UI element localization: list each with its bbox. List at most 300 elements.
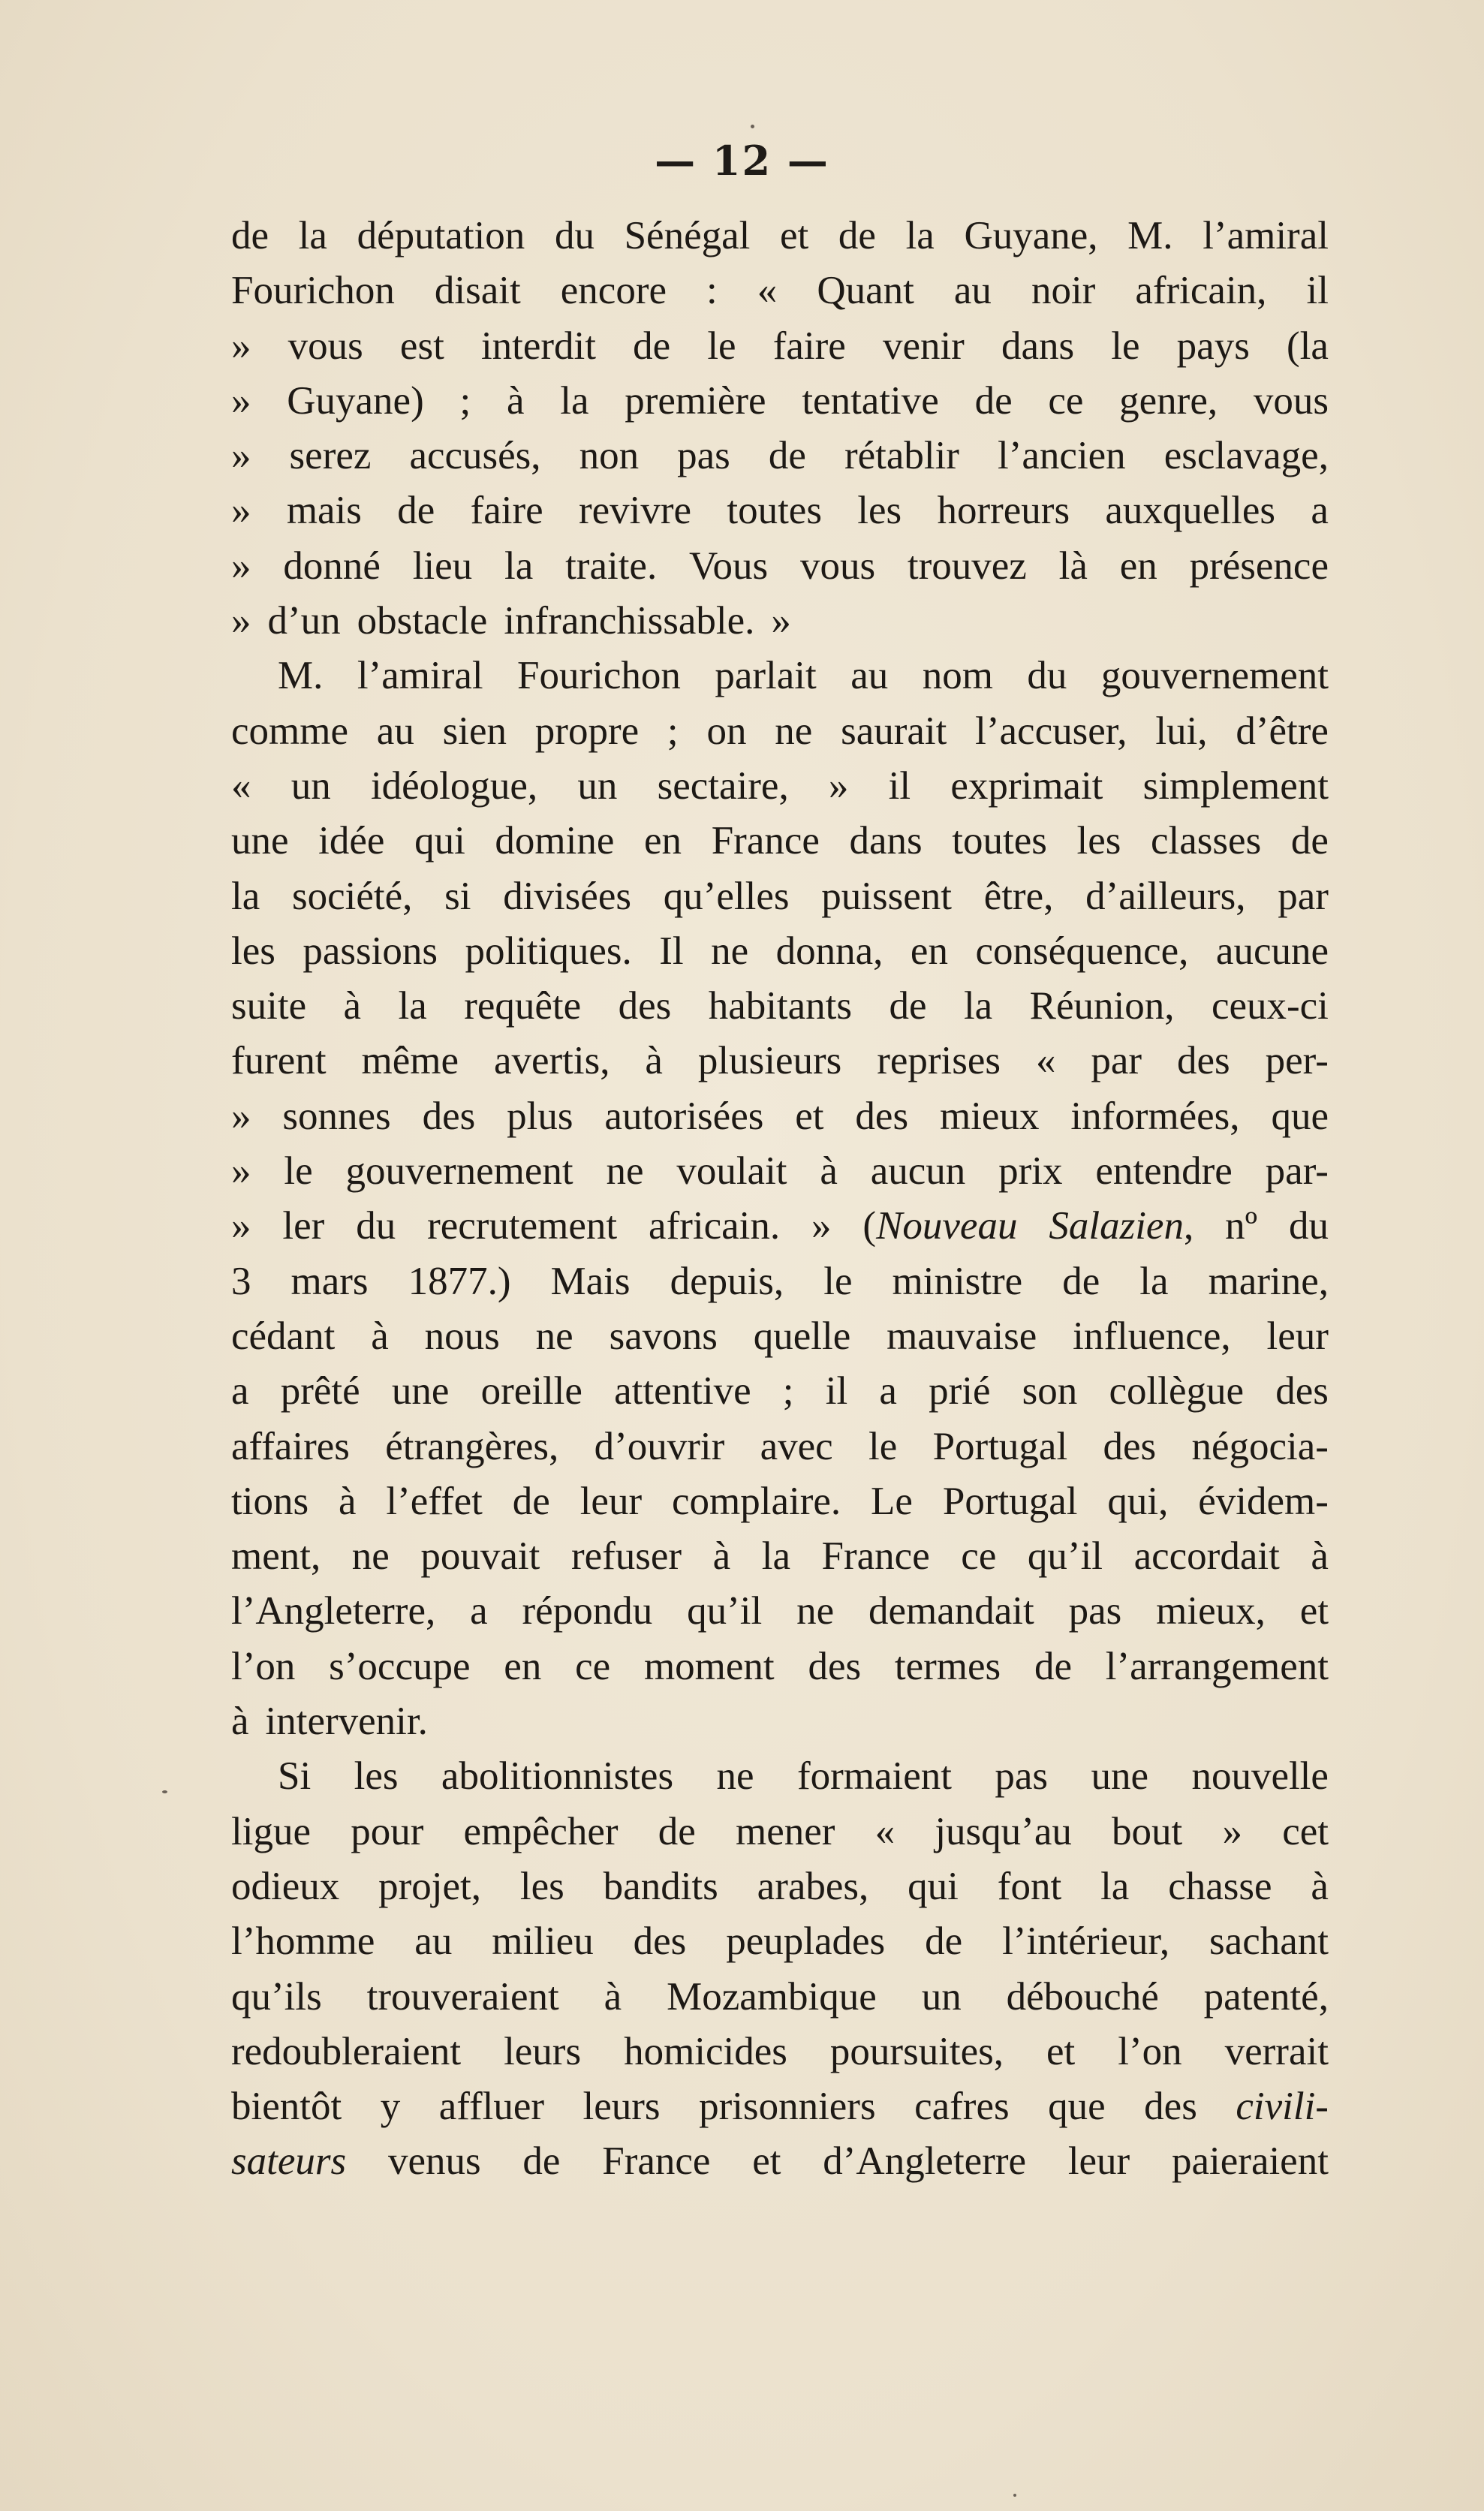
text-run: au <box>414 1919 453 1964</box>
text-run: aucun <box>870 1149 966 1194</box>
text-run: une <box>1091 1754 1149 1799</box>
word <box>664 869 790 924</box>
italic-text: civili- <box>1236 2085 1329 2129</box>
word <box>352 1529 390 1584</box>
word <box>356 1199 396 1254</box>
text-run: ne <box>606 1149 644 1194</box>
text-run: de <box>658 1809 696 1853</box>
word <box>231 374 251 429</box>
text-run: dans <box>849 819 923 863</box>
text-run: 1877.) <box>408 1259 511 1303</box>
text-run: attentive <box>614 1369 751 1414</box>
text-run: sectaire, <box>657 763 789 808</box>
text-run: Sénégal <box>624 214 751 257</box>
text-run: accordait <box>1133 1534 1280 1579</box>
word <box>822 1529 930 1584</box>
text-run: des <box>855 1094 909 1138</box>
word <box>645 1034 663 1088</box>
text-run: affaires <box>231 1424 350 1468</box>
word <box>1254 374 1329 429</box>
text-run: auxquelles <box>1105 489 1276 533</box>
text-run: bandits <box>603 1864 718 1908</box>
text-run: » <box>231 434 251 478</box>
text-run: esclavage, <box>1163 434 1329 478</box>
word <box>875 1805 896 1859</box>
text-line <box>231 979 1329 1034</box>
text-run: avec <box>760 1424 833 1468</box>
word <box>231 1034 327 1088</box>
word <box>1225 1199 1257 1254</box>
text-run: bout <box>1112 1809 1183 1853</box>
word <box>555 209 595 263</box>
text-line <box>231 374 1329 429</box>
text-run: horreurs <box>937 489 1070 533</box>
text-run: prisonniers <box>699 2085 876 2129</box>
text-run: de <box>633 324 671 368</box>
text-run: d’ailleurs, <box>1085 874 1246 918</box>
word <box>1068 2134 1130 2189</box>
text-run: ne <box>716 1754 754 1799</box>
text-run: que <box>1271 1094 1329 1138</box>
text-line <box>231 1144 1329 1199</box>
word <box>800 539 875 594</box>
word <box>595 1420 725 1474</box>
word <box>339 1474 357 1529</box>
text-run: domine <box>495 819 615 863</box>
text-run: prié <box>929 1369 991 1414</box>
word <box>290 429 372 483</box>
text-run: Vous <box>689 543 769 588</box>
text-run: la <box>298 214 327 257</box>
text-run: y <box>380 2085 401 2129</box>
text-run: sachant <box>1209 1919 1329 1964</box>
text-run: par- <box>1265 1149 1329 1194</box>
word <box>504 2025 581 2079</box>
text-run: influence, <box>1073 1314 1231 1358</box>
word <box>1048 2079 1106 2134</box>
text-run: nº <box>1225 1204 1258 1248</box>
word <box>299 209 327 263</box>
text-run: mais <box>286 489 362 533</box>
word <box>940 1089 1039 1144</box>
text-run: et <box>752 2139 781 2184</box>
word <box>1306 263 1328 318</box>
text-run: débouché <box>1006 1974 1159 2019</box>
word <box>1028 1529 1103 1584</box>
word <box>579 483 691 538</box>
word <box>1127 209 1172 263</box>
text-run: (la <box>1286 324 1329 368</box>
word <box>494 1034 610 1088</box>
word <box>517 649 681 703</box>
text-run: trouveraient <box>366 1974 559 2019</box>
text-run: vous <box>799 543 876 588</box>
word <box>357 649 483 703</box>
text-run: conséquence, <box>975 929 1189 973</box>
text-run: des <box>422 1094 476 1138</box>
word <box>906 209 935 263</box>
word <box>1046 2025 1075 2079</box>
text-run: en <box>1119 543 1157 588</box>
word <box>464 1805 619 1859</box>
text-line <box>231 1034 1329 1088</box>
word <box>231 1584 435 1639</box>
word <box>797 1749 952 1804</box>
text-run: leur <box>1067 2139 1130 2184</box>
text-run: savons <box>609 1314 718 1358</box>
text-line <box>231 1309 1329 1364</box>
text-run: de <box>838 214 876 257</box>
word <box>610 1309 718 1364</box>
text-run: du <box>554 214 595 257</box>
word <box>231 1474 309 1529</box>
text-run: arabes, <box>757 1864 869 1908</box>
word <box>689 539 768 594</box>
text-run: l’arrangement <box>1105 1644 1329 1688</box>
text-run: aucune <box>1215 929 1329 973</box>
word <box>1143 759 1329 814</box>
text-run: société, <box>291 874 413 918</box>
text-run: qui, <box>1107 1479 1169 1523</box>
text-run: classes <box>1151 819 1262 863</box>
text-run: furent <box>231 1039 327 1083</box>
text-run: habitants <box>708 984 853 1028</box>
word <box>796 1584 834 1639</box>
text-run: des <box>1103 1424 1157 1468</box>
text-run: venir <box>882 324 965 368</box>
text-run: ligue <box>231 1809 311 1853</box>
word <box>757 1859 869 1914</box>
text-run: ler <box>282 1204 325 1248</box>
word <box>231 319 251 374</box>
word <box>1275 1364 1329 1419</box>
word <box>964 979 992 1034</box>
text-run: étrangères, <box>385 1424 559 1468</box>
word <box>862 1199 1017 1254</box>
text-run: nom <box>922 654 993 698</box>
word <box>776 924 883 979</box>
word <box>1109 1364 1245 1419</box>
word <box>231 814 289 869</box>
word <box>908 1859 959 1914</box>
text-line <box>231 1805 1329 1859</box>
text-run: France <box>711 819 820 863</box>
word <box>923 649 993 703</box>
text-run: quelle <box>753 1314 851 1358</box>
text-run: formaient <box>796 1754 952 1799</box>
text-run: France <box>821 1534 930 1579</box>
text-run: chasse <box>1168 1864 1272 1908</box>
word <box>1022 1364 1078 1419</box>
text-run: cet <box>1282 1809 1329 1853</box>
text-run: trouvez <box>907 543 1027 588</box>
word <box>231 263 395 318</box>
text-line <box>231 1089 1329 1144</box>
word <box>783 1364 794 1419</box>
text-run: à <box>338 1479 357 1523</box>
word <box>1107 1474 1168 1529</box>
word <box>879 1364 897 1419</box>
word <box>964 209 1097 263</box>
text-line <box>231 924 1329 979</box>
text-run: à <box>343 984 362 1028</box>
text-run: les <box>519 1864 564 1908</box>
text-run: tentative <box>802 378 939 423</box>
text-run: simplement <box>1142 763 1329 808</box>
text-run: , <box>1183 1204 1194 1248</box>
text-run: dans <box>1001 324 1075 368</box>
word <box>602 2134 710 2189</box>
word <box>231 429 251 483</box>
text-run: ; <box>782 1369 794 1414</box>
text-run: la <box>560 378 589 423</box>
text-run: jusqu’au <box>935 1809 1072 1853</box>
text-run: lui, <box>1155 709 1208 753</box>
word <box>231 2079 342 2134</box>
text-run: » <box>231 599 251 643</box>
word <box>649 1199 780 1254</box>
text-run: divisées <box>503 874 631 918</box>
paper-speck <box>1013 2494 1016 2497</box>
text-run: oreille <box>480 1369 582 1414</box>
text-run: est <box>399 324 444 368</box>
text-run: l’amiral <box>1203 214 1329 257</box>
text-line <box>231 649 1329 703</box>
word <box>752 2134 781 2189</box>
word <box>707 319 736 374</box>
text-run: requête <box>464 984 582 1028</box>
text-run: vous <box>1253 378 1329 423</box>
word <box>677 429 730 483</box>
text-run: les <box>354 1754 399 1799</box>
word <box>231 2025 461 2079</box>
text-run: parlait <box>715 654 817 698</box>
word <box>231 1805 311 1859</box>
text-run: disait <box>434 269 521 313</box>
text-run: qu’il <box>687 1589 763 1633</box>
word <box>465 924 631 979</box>
word <box>1119 374 1218 429</box>
word <box>287 374 423 429</box>
word <box>357 209 525 263</box>
text-line <box>231 1584 1329 1639</box>
word <box>231 483 251 538</box>
text-run: ceux-ci <box>1211 984 1329 1028</box>
text-run: des <box>1144 2085 1197 2129</box>
text-line <box>231 2079 1329 2134</box>
word <box>1311 1859 1329 1914</box>
word <box>1177 319 1250 374</box>
text-run: des <box>1275 1369 1329 1414</box>
word <box>266 1694 428 1749</box>
word <box>1177 1034 1230 1088</box>
text-run: en <box>910 929 948 973</box>
word <box>1287 319 1329 374</box>
word <box>470 1584 488 1639</box>
word <box>644 1639 775 1694</box>
text-run: autorisées <box>604 1094 764 1138</box>
word <box>760 1420 833 1474</box>
word <box>773 319 846 374</box>
word <box>443 704 507 759</box>
text-run: » <box>828 763 849 808</box>
word <box>604 1089 763 1144</box>
text-run: de <box>522 2139 561 2184</box>
word <box>914 2079 1010 2134</box>
word <box>762 1529 790 1584</box>
word <box>386 1474 483 1529</box>
word <box>1069 1584 1122 1639</box>
word <box>1191 1749 1329 1804</box>
word <box>754 1309 851 1364</box>
word <box>1134 1529 1280 1584</box>
text-run: interdit <box>480 324 597 368</box>
text-run: ( <box>862 1204 877 1248</box>
word <box>1151 814 1261 869</box>
word <box>579 429 640 483</box>
word <box>1168 1859 1272 1914</box>
word <box>698 1034 841 1088</box>
text-run: homicides <box>624 2029 787 2073</box>
text-run: odieux <box>231 1864 340 1908</box>
word <box>625 374 766 429</box>
italic-text: Salazien <box>1049 1204 1184 1248</box>
text-run: paieraient <box>1172 2139 1329 2184</box>
word <box>231 704 348 759</box>
word <box>943 1474 1078 1529</box>
text-run: Fourichon <box>517 654 681 698</box>
text-run: « <box>874 1809 896 1853</box>
text-run: et <box>780 214 809 257</box>
text-line <box>231 1199 1329 1254</box>
word <box>1049 1199 1194 1254</box>
word <box>575 1639 610 1694</box>
word <box>231 1420 350 1474</box>
text-run: mauvaise <box>886 1314 1037 1358</box>
word <box>287 483 362 538</box>
word <box>644 814 682 869</box>
word <box>400 319 444 374</box>
text-run: le <box>868 1424 898 1468</box>
text-line <box>231 704 1329 759</box>
text-run: patenté, <box>1203 1974 1329 2019</box>
text-run: Guyane) <box>287 378 424 423</box>
word <box>231 1970 322 2025</box>
word <box>1204 1970 1329 2025</box>
word <box>409 429 540 483</box>
text-run: un <box>290 763 331 808</box>
text-run: le <box>823 1259 853 1303</box>
word <box>1100 1859 1129 1914</box>
word <box>231 1309 335 1364</box>
text-run: faire <box>772 324 846 368</box>
word <box>871 1474 913 1529</box>
text-run: ne <box>775 709 813 753</box>
text-run: son <box>1022 1369 1078 1414</box>
text-run: Portugal <box>942 1479 1078 1523</box>
text-run: « <box>757 269 778 313</box>
text-run: : <box>706 269 718 313</box>
word <box>1002 1914 1169 1969</box>
word <box>1027 649 1067 703</box>
text-run: mener <box>735 1809 835 1853</box>
text-line <box>231 759 1329 814</box>
word <box>937 483 1070 538</box>
word <box>1111 319 1139 374</box>
text-run: en <box>504 1644 542 1688</box>
text-run: africain, <box>1135 269 1267 313</box>
text-run: l’amiral <box>357 654 483 698</box>
word <box>802 374 938 429</box>
word <box>1289 1199 1329 1254</box>
word <box>821 869 952 924</box>
text-run: de <box>397 489 435 533</box>
text-line <box>231 1529 1329 1584</box>
text-run: s’occupe <box>329 1644 471 1688</box>
text-run: un <box>921 1974 962 2019</box>
word <box>1077 814 1121 869</box>
text-run: mieux, <box>1156 1589 1266 1633</box>
word <box>667 704 679 759</box>
word <box>441 1749 673 1804</box>
text-run: » <box>231 378 251 423</box>
word <box>1048 374 1083 429</box>
text-run: bientôt <box>231 2085 342 2129</box>
word <box>1062 1254 1100 1309</box>
text-run: il <box>888 763 911 808</box>
text-line <box>231 483 1329 538</box>
text-run: de <box>1062 1259 1100 1303</box>
text-run: Fourichon <box>231 269 395 313</box>
text-run: leur <box>579 1479 643 1523</box>
text-run: gouvernement <box>345 1149 573 1194</box>
word <box>504 594 754 649</box>
text-line <box>231 1254 1329 1309</box>
text-run: Si <box>278 1754 312 1799</box>
text-line <box>231 1694 1329 1749</box>
text-run: ; <box>667 709 679 753</box>
word <box>439 2079 544 2134</box>
text-run: à <box>645 1039 663 1083</box>
word <box>1198 1474 1329 1529</box>
text-run: par <box>1278 874 1329 918</box>
word <box>362 1034 459 1088</box>
word <box>889 979 926 1034</box>
text-run: ce <box>1048 378 1084 423</box>
word <box>413 539 472 594</box>
text-run: » <box>231 489 251 533</box>
word <box>504 1639 541 1694</box>
word <box>435 263 521 318</box>
text-run: députation <box>357 214 525 257</box>
text-run: genre, <box>1119 378 1218 423</box>
text-run: de <box>512 1479 550 1523</box>
word <box>1209 1254 1329 1309</box>
word <box>1085 869 1245 924</box>
text-run: toutes <box>952 819 1047 863</box>
text-run: africain. <box>649 1204 781 1248</box>
word <box>712 814 820 869</box>
text-run: cafres <box>914 2085 1010 2129</box>
word <box>757 263 778 318</box>
text-run: qu’il <box>1027 1534 1103 1579</box>
text-run: qu’ils <box>231 1974 322 2019</box>
word <box>231 759 251 814</box>
word <box>281 1364 360 1419</box>
word <box>1001 319 1074 374</box>
word <box>303 924 438 979</box>
word <box>727 483 822 538</box>
